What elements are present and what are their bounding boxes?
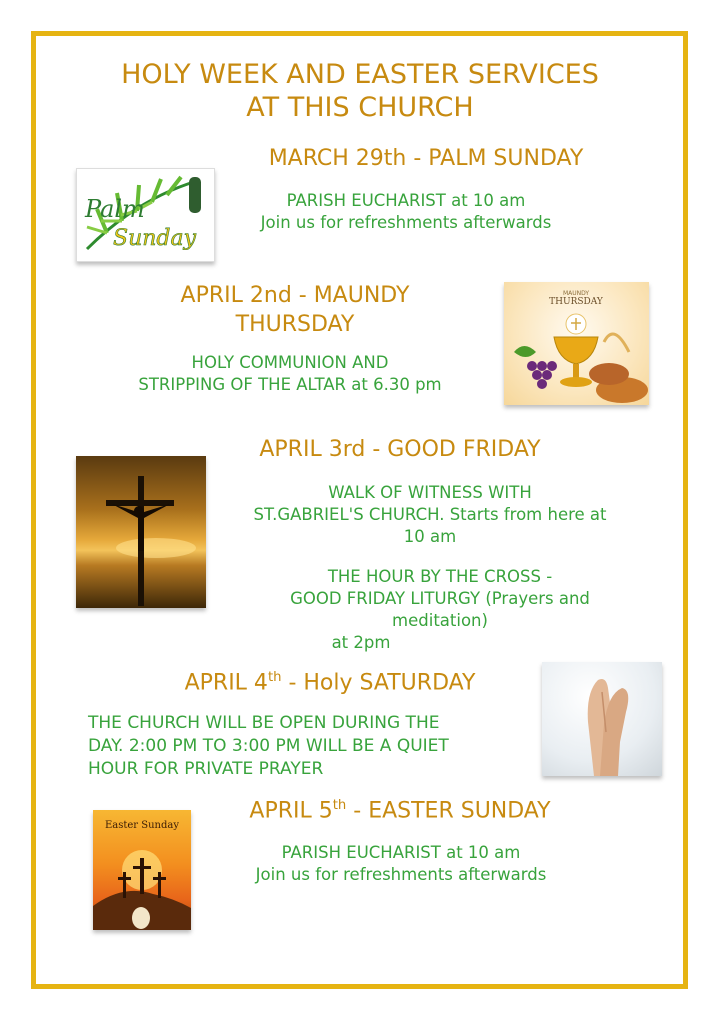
easter-sunday-details bbox=[236, 842, 566, 886]
easter-sunday-line-1: PARISH EUCHARIST at 10 am bbox=[281, 843, 521, 862]
maundy-line-1: HOLY COMMUNION AND bbox=[191, 353, 389, 372]
crucifix-icon bbox=[76, 456, 206, 608]
palm-sunday-line-1: PARISH EUCHARIST at 10 am bbox=[286, 191, 526, 210]
title-line-2: AT THIS CHURCH bbox=[246, 92, 474, 123]
praying-hands-icon bbox=[542, 662, 662, 776]
hour-line-3: meditation) bbox=[392, 611, 488, 630]
easter-sunday-heading bbox=[220, 798, 580, 823]
easter-image-line1: Easter Sunday bbox=[104, 820, 180, 831]
holy-saturday-line-3: HOUR FOR PRIVATE PRAYER bbox=[88, 759, 324, 779]
easter-sunday-heading-sup: th bbox=[332, 798, 347, 813]
palm-leaf-icon bbox=[77, 169, 214, 261]
easter-sunday-heading-suffix: - EASTER SUNDAY bbox=[346, 798, 551, 824]
walk-line-2: ST.GABRIEL'S CHURCH. Starts from here at bbox=[253, 505, 607, 524]
palm-sunday-line-2: Join us for refreshments afterwards bbox=[260, 213, 552, 232]
palm-image-word2: Sunday bbox=[113, 226, 197, 251]
poster-title bbox=[80, 58, 640, 124]
maundy-image-line1: MAUNDY bbox=[562, 290, 590, 297]
maundy-thursday-heading bbox=[130, 281, 460, 339]
holy-saturday-details bbox=[88, 712, 518, 781]
walk-line-1: WALK OF WITNESS WITH bbox=[328, 483, 532, 502]
maundy-heading-line-1: APRIL 2nd - MAUNDY bbox=[180, 283, 410, 308]
empty-tomb-icon bbox=[93, 810, 191, 930]
hour-line-1: THE HOUR BY THE CROSS - bbox=[327, 567, 553, 586]
chalice-and-bread-icon bbox=[504, 282, 649, 405]
holy-saturday-heading-sup: th bbox=[267, 670, 282, 685]
good-friday-image bbox=[76, 456, 206, 608]
holy-saturday-heading-prefix: APRIL 4 bbox=[184, 670, 268, 696]
easter-sunday-heading-prefix: APRIL 5 bbox=[249, 798, 333, 824]
holy-saturday-line-2: DAY. 2:00 PM TO 3:00 PM WILL BE A QUIET bbox=[88, 736, 449, 756]
palm-image-word1: Palm bbox=[85, 195, 145, 223]
title-line-1: HOLY WEEK AND EASTER SERVICES bbox=[121, 59, 599, 90]
walk-of-witness-details bbox=[220, 482, 640, 548]
hour-line-4: at 2pm bbox=[331, 633, 391, 652]
good-friday-heading: APRIL 3rd - GOOD FRIDAY bbox=[259, 437, 541, 462]
maundy-image-line2: THURSDAY bbox=[549, 297, 603, 307]
maundy-thursday-image bbox=[504, 282, 649, 405]
hour-line-2: GOOD FRIDAY LITURGY (Prayers and bbox=[290, 589, 590, 608]
hour-by-cross-details bbox=[220, 566, 660, 632]
holy-saturday-line-1: THE CHURCH WILL BE OPEN DURING THE bbox=[88, 713, 440, 733]
holy-saturday-heading bbox=[140, 670, 520, 695]
palm-sunday-details bbox=[236, 190, 576, 234]
maundy-heading-line-2: THURSDAY bbox=[235, 312, 355, 337]
holy-saturday-image bbox=[542, 662, 662, 776]
easter-sunday-line-2: Join us for refreshments afterwards bbox=[255, 865, 547, 884]
maundy-line-2: STRIPPING OF THE ALTAR at 6.30 pm bbox=[138, 375, 442, 394]
palm-sunday-image bbox=[76, 168, 215, 262]
maundy-thursday-details bbox=[110, 352, 470, 396]
holy-saturday-heading-suffix: - Holy SATURDAY bbox=[281, 670, 476, 696]
walk-line-3: 10 am bbox=[403, 527, 457, 546]
easter-sunday-image bbox=[93, 810, 191, 930]
palm-sunday-heading: MARCH 29th - PALM SUNDAY bbox=[268, 146, 584, 171]
